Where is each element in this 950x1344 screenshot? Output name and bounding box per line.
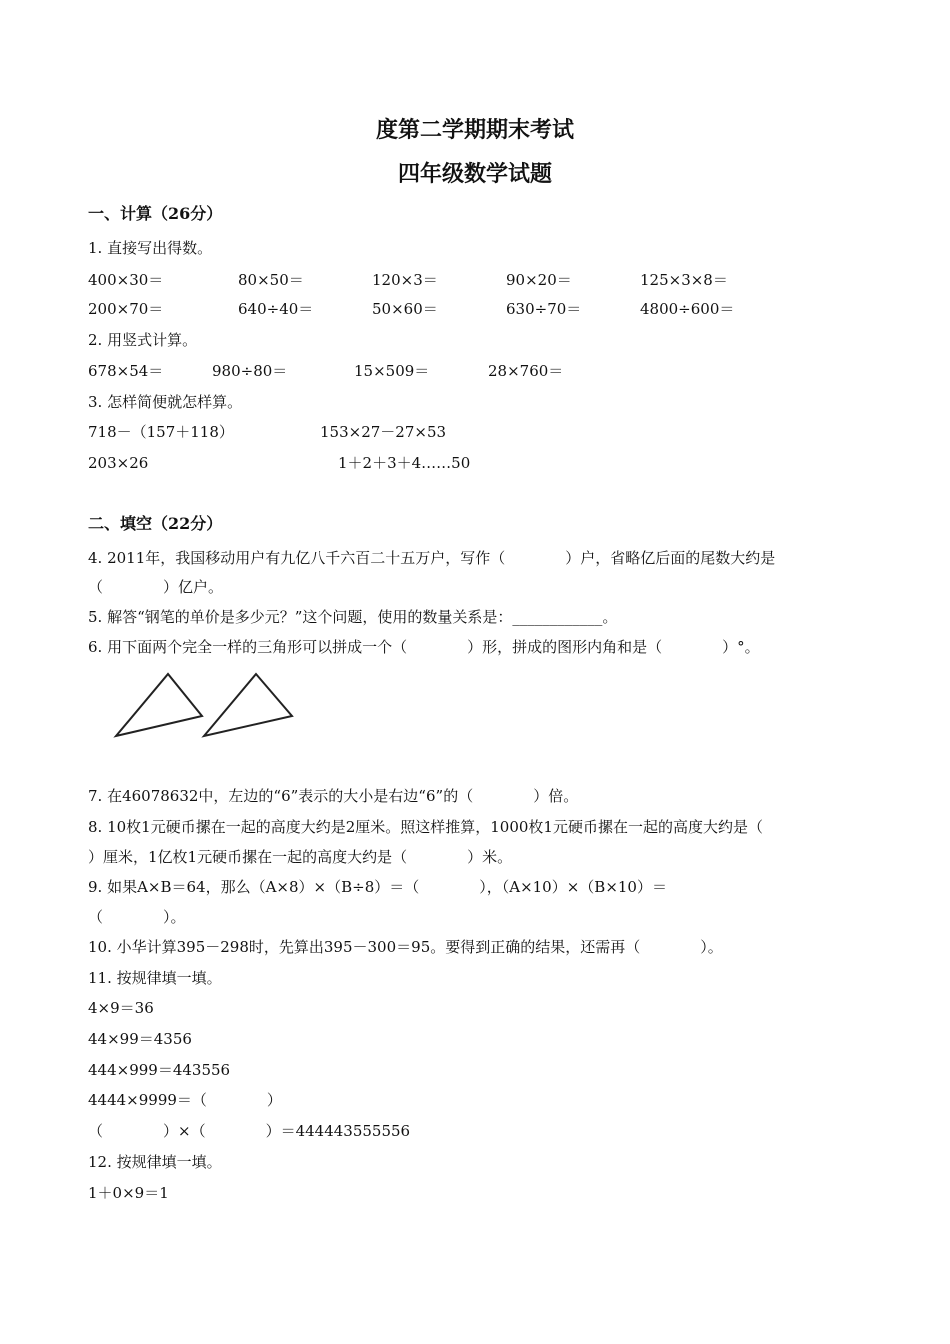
problem: 400×30＝	[88, 271, 164, 289]
question-4: 4. 2011年，我国移动用户有九亿八千六百二十五万户，写作（ ）户，省略亿后面的尾数大约是	[88, 549, 776, 567]
question-11: 11. 按规律填一填。	[88, 969, 222, 987]
two-triangles-figure	[108, 668, 298, 740]
problem: 678×54＝	[88, 362, 164, 380]
q11-line: 4444×9999＝（ ）	[88, 1091, 282, 1109]
question-5: 5. 解答“钢笔的单价是多少元？”这个问题，使用的数量关系是：____________。	[88, 608, 618, 626]
question-6: 6. 用下面两个完全一样的三角形可以拼成一个（ ）形，拼成的图形内角和是（ ）°。	[88, 638, 760, 656]
problem: 28×760＝	[488, 362, 564, 380]
question-4-cont: （ ）亿户。	[88, 578, 224, 596]
exam-subtitle: 四年级数学试题	[397, 161, 552, 187]
problem: 80×50＝	[238, 271, 304, 289]
section-heading-fill: 二、填空（22分）	[88, 514, 223, 533]
problem: 203×26	[88, 454, 149, 472]
question-12: 12. 按规律填一填。	[88, 1153, 222, 1171]
problem: 125×3×8＝	[640, 271, 728, 289]
problem: 1＋2＋3＋4……50	[338, 454, 471, 472]
q11-line: 4×9＝36	[88, 999, 154, 1017]
triangle-left	[116, 674, 202, 736]
problem: 120×3＝	[372, 271, 438, 289]
q11-line: 444×999＝443556	[88, 1061, 231, 1079]
problem: 980÷80＝	[212, 362, 288, 380]
question-9-cont: （ ）。	[88, 908, 186, 926]
question-1: 1. 直接写出得数。	[88, 239, 213, 257]
question-8: 8. 10枚1元硬币摞在一起的高度大约是2厘米。照这样推算，1000枚1元硬币摞在一起的高度大约是（	[88, 818, 763, 836]
exam-title: 度第二学期期末考试	[375, 117, 574, 143]
problem: 15×509＝	[354, 362, 430, 380]
problem: 4800÷600＝	[640, 300, 735, 318]
problem: 640÷40＝	[238, 300, 314, 318]
question-10: 10. 小华计算395－298时，先算出395－300＝95。要得到正确的结果，还需再（ ）。	[88, 938, 723, 956]
problem: 153×27－27×53	[320, 423, 447, 441]
q11-line: 44×99＝4356	[88, 1030, 192, 1048]
question-8-cont: ）厘米，1亿枚1元硬币摞在一起的高度大约是（ ）米。	[88, 848, 513, 866]
section-heading-calc: 一、计算（26分）	[88, 204, 223, 223]
problem: 718－（157＋118）	[88, 423, 234, 441]
triangle-right	[204, 674, 292, 736]
q12-line: 1＋0×9＝1	[88, 1184, 169, 1202]
problem: 630÷70＝	[506, 300, 582, 318]
question-7: 7. 在46078632中，左边的“6”表示的大小是右边“6”的（ ）倍。	[88, 787, 579, 805]
problem: 50×60＝	[372, 300, 438, 318]
q11-line: （ ）×（ ）＝444443555556	[88, 1122, 411, 1140]
question-3: 3. 怎样简便就怎样算。	[88, 393, 243, 411]
question-9: 9. 如果A×B＝64，那么（A×8）×（B÷8）＝（ ），（A×10）×（B×10）＝	[88, 878, 667, 896]
question-2: 2. 用竖式计算。	[88, 331, 198, 349]
problem: 90×20＝	[506, 271, 572, 289]
problem: 200×70＝	[88, 300, 164, 318]
